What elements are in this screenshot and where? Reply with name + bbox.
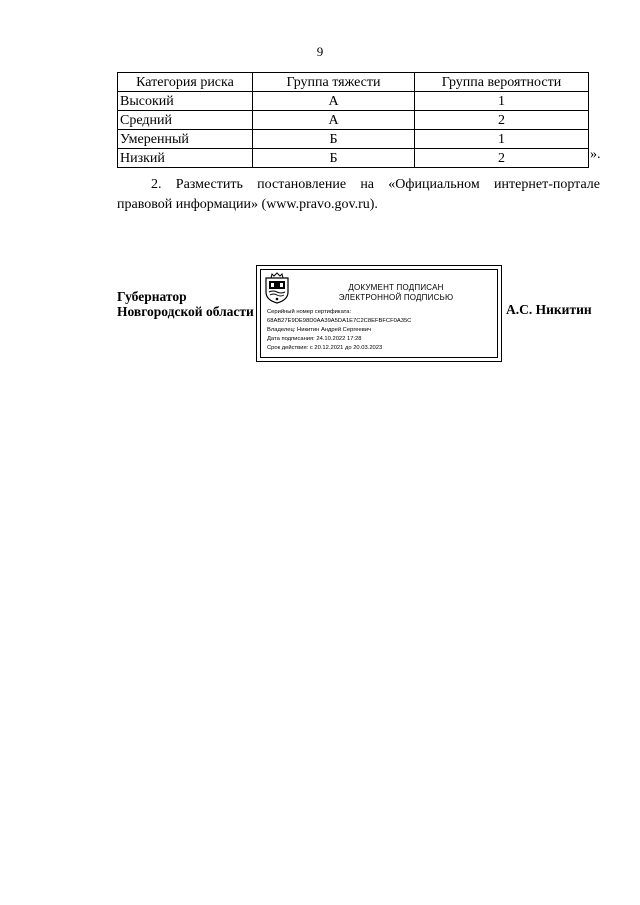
header-probability-group: Группа вероятности: [415, 73, 589, 92]
stamp-validity: Срок действия: с 20.12.2021 до 20.03.2023: [267, 345, 383, 351]
paragraph-publish: 2. Разместить постановление на «Официальном интернет-портале правовой информации» (www.pravo.gov.ru).: [117, 177, 600, 212]
stamp-serial-label: Серийный номер сертификата:: [267, 309, 352, 315]
stamp-signed-date: Дата подписания: 24.10.2022 17:28: [267, 336, 362, 342]
cell-probability: 1: [415, 92, 589, 111]
cell-category: Умеренный: [118, 130, 253, 149]
table-row: [118, 111, 589, 130]
signatory-title-line1: Губернатор: [117, 289, 187, 304]
table-row: [118, 92, 589, 111]
signatory-name: А.С. Никитин: [506, 302, 592, 317]
stamp-details: [267, 308, 411, 353]
electronic-signature-stamp: [256, 265, 502, 362]
table-row: [118, 149, 589, 168]
stamp-owner: Владелец: Никитин Андрей Сергеевич: [267, 327, 372, 333]
cell-severity: Б: [253, 149, 415, 168]
cell-probability: 2: [415, 149, 589, 168]
risk-table: [117, 72, 589, 168]
signatory-title: [117, 289, 254, 319]
signatory-title-line2: Новгородской области: [117, 304, 254, 319]
cell-severity: А: [253, 92, 415, 111]
cell-category: Низкий: [118, 149, 253, 168]
stamp-header-line2: ЭЛЕКТРОННОЙ ПОДПИСЬЮ: [338, 293, 454, 302]
stamp-header-line1: ДОКУМЕНТ ПОДПИСАН: [348, 283, 444, 292]
stamp-serial-value: 68AB27E9DE98D0AA39A5DA1E7C2C8EFBFCF0A35C: [267, 318, 412, 324]
header-severity-group: Группа тяжести: [253, 73, 415, 92]
table-row: [118, 130, 589, 149]
table-closing-quote: ».: [590, 147, 601, 162]
header-risk-category: Категория риска: [118, 73, 253, 92]
table-header-row: [118, 73, 589, 92]
cell-category: Высокий: [118, 92, 253, 111]
stamp-inner-frame: [260, 269, 498, 358]
cell-severity: А: [253, 111, 415, 130]
novgorod-coat-of-arms-icon: [264, 272, 290, 304]
stamp-header: [301, 283, 491, 303]
cell-probability: 2: [415, 111, 589, 130]
cell-severity: Б: [253, 130, 415, 149]
cell-probability: 1: [415, 130, 589, 149]
cell-category: Средний: [118, 111, 253, 130]
page-number: 9: [316, 44, 324, 59]
